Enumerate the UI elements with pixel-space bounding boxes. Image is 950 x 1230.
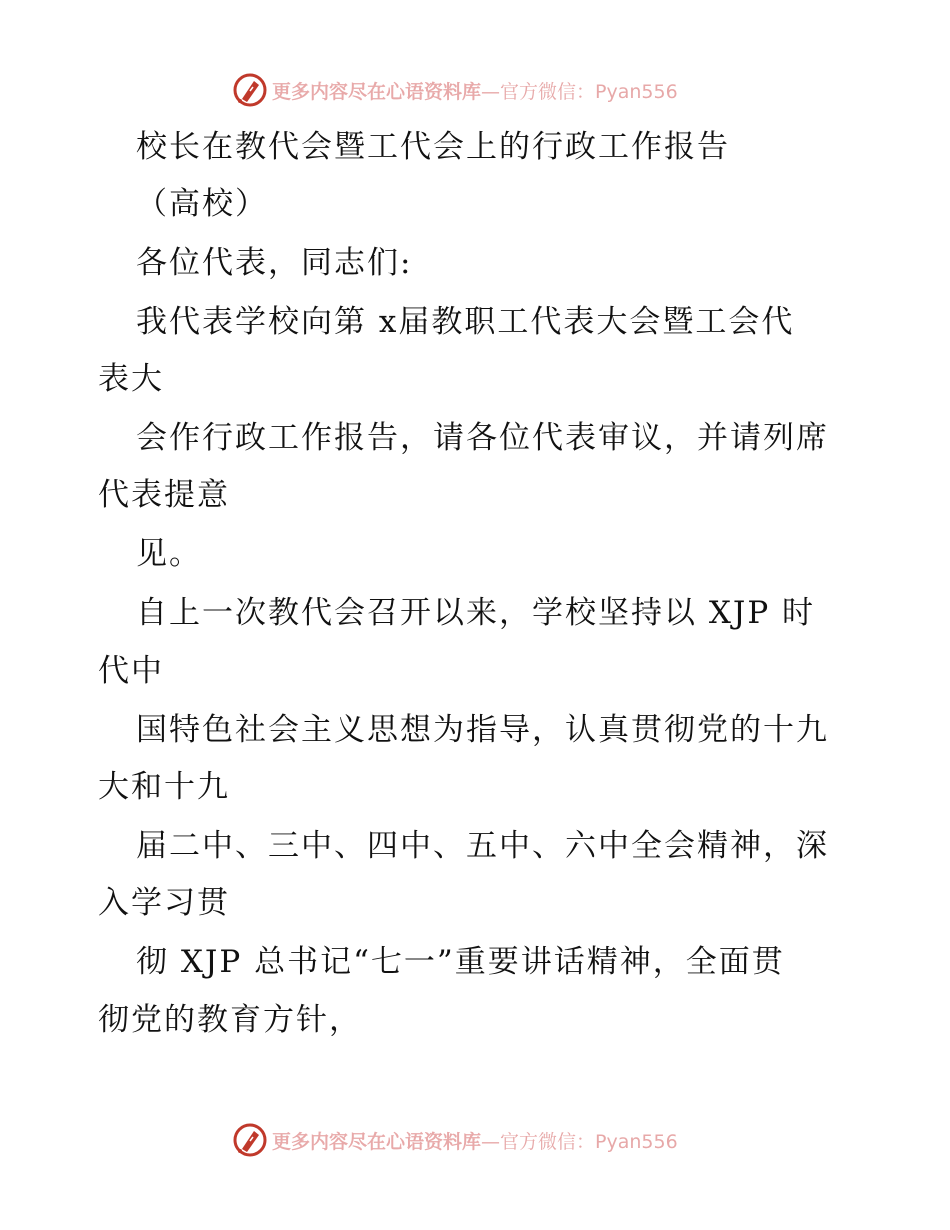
document-line: 届二中、三中、四中、五中、六中全会精神，深: [136, 828, 829, 864]
document-line: 国特色社会主义思想为指导，认真贯彻党的十九: [136, 712, 829, 748]
document-line: 代表提意: [98, 477, 230, 513]
document-title: 校长在教代会暨工代会上的行政工作报告: [136, 129, 730, 165]
document-line: 彻党的教育方针，: [98, 1002, 362, 1038]
document-line: 彻 XJP 总书记“七一”重要讲话精神，全面贯: [136, 944, 785, 980]
watermark-main-text: 更多内容尽在心语资料库: [272, 80, 482, 103]
footer-watermark: [232, 1122, 678, 1158]
watermark-contact-text: —官方微信：Pyan556: [481, 80, 678, 103]
document-line: 大和十九: [98, 769, 230, 805]
document-subtitle: （高校）: [136, 186, 268, 222]
document-line: 我代表学校向第 x届教职工代表大会暨工会代: [136, 304, 795, 340]
document-line: 入学习贯: [98, 885, 230, 921]
header-watermark: [232, 72, 678, 108]
watermark-contact-text: —官方微信：Pyan556: [481, 1130, 678, 1153]
pen-nib-logo-icon: [232, 1122, 268, 1158]
document-line: 会作行政工作报告，请各位代表审议，并请列席: [136, 420, 829, 456]
pen-nib-logo-icon: [232, 72, 268, 108]
watermark-main-text: 更多内容尽在心语资料库: [272, 1130, 482, 1153]
document-line: 表大: [98, 361, 164, 397]
document-line: 代中: [98, 653, 164, 689]
document-line: 自上一次教代会召开以来，学校坚持以 XJP 时: [136, 595, 816, 631]
document-line: 各位代表，同志们:: [136, 245, 413, 281]
document-line: 见。: [136, 536, 202, 572]
